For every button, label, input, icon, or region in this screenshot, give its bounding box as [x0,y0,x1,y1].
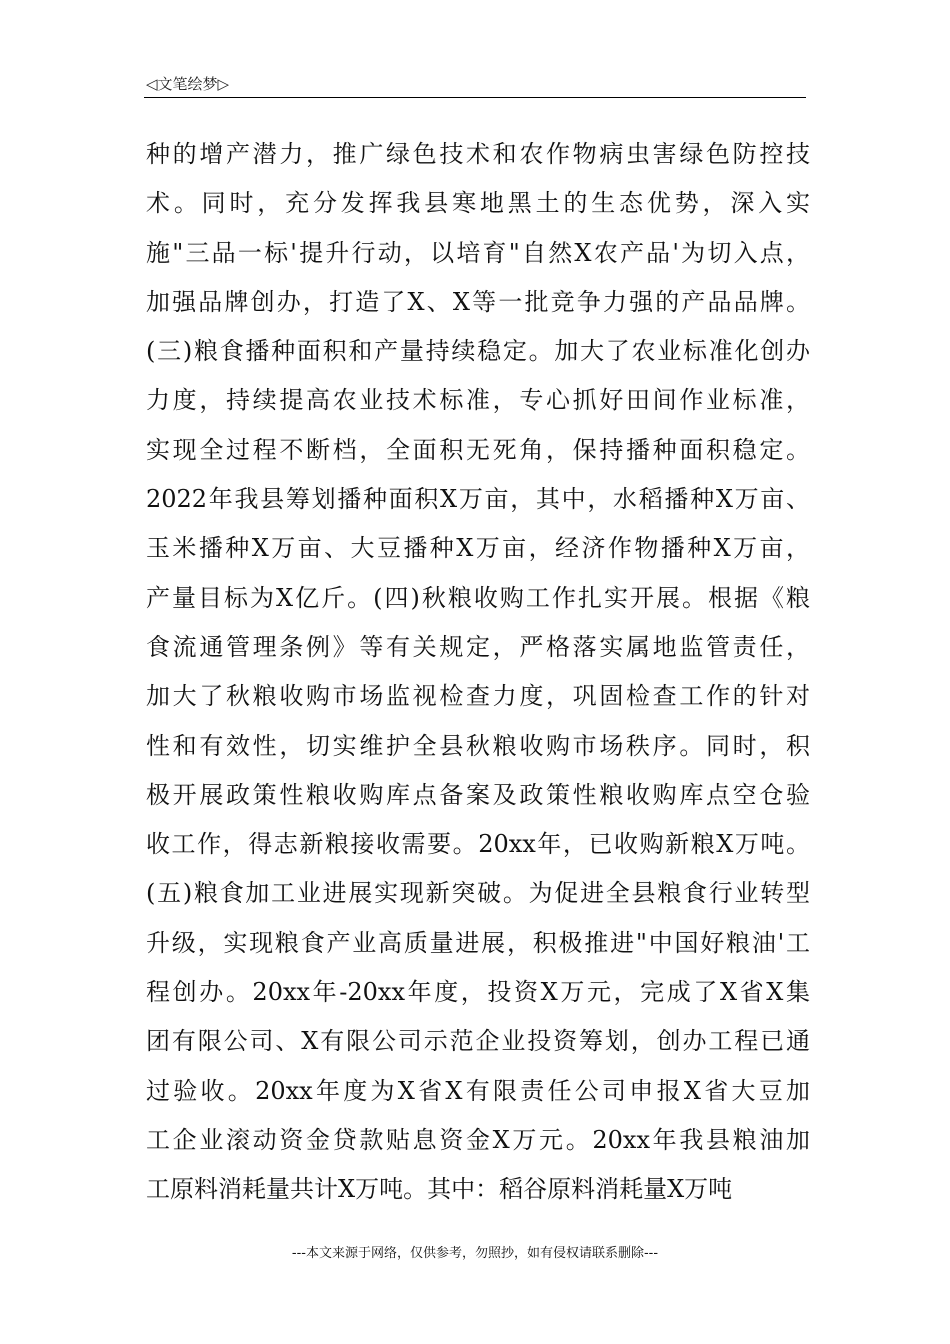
body-line: 2022年我县筹划播种面积X万亩，其中，水稻播种X万亩、 [146,485,810,514]
body-line: 力度，持续提高农业技术标准，专心抓好田间作业标准， [146,386,810,415]
body-line: 实现全过程不断档，全面积无死角，保持播种面积稳定。 [146,435,810,464]
body-line: 团有限公司、X有限公司示范企业投资筹划，创办工程已通 [146,1027,810,1056]
body-line: 极开展政策性粮收购库点备案及政策性粮收购库点空仓验 [146,780,810,809]
body-line: 种的增产潜力，推广绿色技术和农作物病虫害绿色防控技 [146,140,810,168]
body-line: 产量目标为X亿斤。(四)秋粮收购工作扎实开展。根据《粮 [146,583,810,612]
footer-disclaimer: ---本文来源于网络，仅供参考，勿照抄，如有侵权请联系删除--- [291,1246,659,1261]
body-line: 食流通管理条例》等有关规定，严格落实属地监管责任， [146,632,810,661]
body-line: 术。同时，充分发挥我县寒地黑土的生态优势，深入实 [146,189,810,218]
body-line: 性和有效性，切实维护全县秋粮收购市场秩序。同时，积 [146,731,810,760]
body-line: 加强品牌创办，打造了X、X等一批竞争力强的产品品牌。 [146,287,810,316]
body-line: 升级，实现粮食产业高质量进展，积极推进"中国好粮油'工 [146,928,810,957]
body-line: 加大了秋粮收购市场监视检查力度，巩固检查工作的针对 [146,682,810,711]
body-line: 施"三品一标'提升行动，以培育"自然X农产品'为切入点， [146,238,810,267]
body-line: 工原料消耗量共计X万吨。其中：稻谷原料消耗量X万吨 [146,1175,733,1204]
body-line: 程创办。20xx年-20xx年度，投资X万元，完成了X省X集 [146,978,810,1007]
document-body [146,130,810,1215]
header-divider [144,97,806,98]
body-line: 工企业滚动资金贷款贴息资金X万元。20xx年我县粮油加 [146,1125,810,1154]
body-line: 过验收。20xx年度为X省X有限责任公司申报X省大豆加 [146,1076,810,1105]
header-title: ◁文笔绘梦▷ [146,75,230,93]
body-line: (三)粮食播种面积和产量持续稳定。加大了农业标准化创办 [146,337,810,366]
body-line: 收工作，得志新粮接收需要。20xx年，已收购新粮X万吨。 [146,830,810,859]
body-line: 玉米播种X万亩、大豆播种X万亩，经济作物播种X万亩， [146,534,810,563]
body-line: (五)粮食加工业进展实现新突破。为促进全县粮食行业转型 [146,879,810,908]
